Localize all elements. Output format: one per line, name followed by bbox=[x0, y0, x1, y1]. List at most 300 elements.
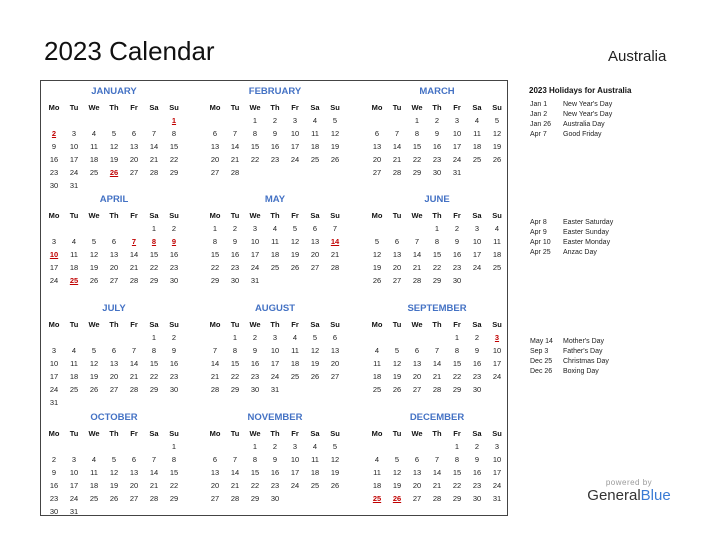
weekday-header: Fr bbox=[130, 320, 138, 329]
holiday-day: 25 bbox=[69, 276, 79, 285]
day-cell: 31 bbox=[270, 385, 280, 394]
day-cell: 1 bbox=[252, 442, 258, 451]
day-grid bbox=[367, 101, 507, 179]
day-cell: 17 bbox=[69, 481, 79, 490]
holiday-group bbox=[530, 100, 612, 140]
day-cell: 2 bbox=[272, 116, 278, 125]
day-grid bbox=[205, 427, 345, 505]
day-cell: 23 bbox=[432, 155, 442, 164]
day-cell: 14 bbox=[432, 468, 442, 477]
day-cell: 12 bbox=[89, 250, 99, 259]
day-cell: 9 bbox=[474, 455, 480, 464]
day-cell: 25 bbox=[89, 494, 99, 503]
month-name: AUGUST bbox=[254, 303, 296, 314]
empty-cell bbox=[44, 331, 64, 344]
day-cell: 19 bbox=[372, 263, 382, 272]
weekday-header: Th bbox=[270, 103, 280, 112]
weekday-header: Mo bbox=[209, 211, 221, 220]
day-cell: 30 bbox=[250, 385, 260, 394]
weekday-header: Su bbox=[169, 429, 179, 438]
day-cell: 16 bbox=[270, 142, 280, 151]
day-cell: 17 bbox=[290, 142, 300, 151]
holiday-day: 7 bbox=[131, 237, 137, 246]
weekday-header: Tu bbox=[69, 103, 79, 112]
holiday-date: Apr 25 bbox=[530, 249, 551, 256]
day-cell: 14 bbox=[149, 468, 159, 477]
weekday-header: Fr bbox=[453, 211, 461, 220]
holiday-day: 25 bbox=[372, 494, 382, 503]
day-cell: 28 bbox=[412, 276, 422, 285]
weekday-header: Su bbox=[492, 103, 502, 112]
day-cell: 4 bbox=[91, 455, 97, 464]
day-cell: 7 bbox=[434, 346, 440, 355]
day-cell: 17 bbox=[472, 250, 482, 259]
day-cell: 23 bbox=[250, 372, 260, 381]
day-cell: 24 bbox=[452, 155, 462, 164]
day-cell: 30 bbox=[452, 276, 462, 285]
powered-by-text: powered by bbox=[605, 478, 653, 487]
day-cell: 6 bbox=[414, 455, 420, 464]
day-cell: 26 bbox=[109, 494, 119, 503]
day-cell: 26 bbox=[330, 155, 340, 164]
empty-cell bbox=[84, 440, 104, 453]
day-cell: 20 bbox=[372, 155, 382, 164]
day-cell: 5 bbox=[332, 442, 338, 451]
empty-cell bbox=[205, 331, 225, 344]
holiday-row bbox=[530, 347, 609, 357]
holiday-group bbox=[530, 218, 613, 258]
month-july bbox=[44, 298, 184, 406]
weekday-header: Su bbox=[169, 211, 179, 220]
day-cell: 26 bbox=[492, 155, 502, 164]
day-cell: 2 bbox=[434, 116, 440, 125]
day-cell: 30 bbox=[472, 385, 482, 394]
day-cell: 12 bbox=[492, 129, 502, 138]
day-cell: 18 bbox=[372, 372, 382, 381]
day-cell: 30 bbox=[49, 181, 59, 190]
weekday-header: We bbox=[411, 320, 423, 329]
empty-cell bbox=[104, 222, 124, 235]
holiday-name: Easter Sunday bbox=[563, 229, 609, 236]
day-grid bbox=[205, 101, 345, 179]
day-cell: 3 bbox=[51, 346, 57, 355]
day-cell: 21 bbox=[432, 481, 442, 490]
day-cell: 4 bbox=[272, 224, 278, 233]
day-cell: 13 bbox=[412, 468, 422, 477]
day-cell: 13 bbox=[129, 468, 139, 477]
day-cell: 28 bbox=[230, 168, 240, 177]
day-cell: 18 bbox=[492, 250, 502, 259]
day-cell: 17 bbox=[452, 142, 462, 151]
day-cell: 24 bbox=[69, 168, 79, 177]
weekday-header: Th bbox=[270, 429, 280, 438]
weekday-header: Su bbox=[492, 320, 502, 329]
day-cell: 22 bbox=[250, 481, 260, 490]
weekday-header: Su bbox=[330, 103, 340, 112]
day-cell: 16 bbox=[472, 359, 482, 368]
day-cell: 15 bbox=[432, 250, 442, 259]
weekday-header: Th bbox=[270, 320, 280, 329]
month-november bbox=[205, 407, 345, 515]
day-cell: 11 bbox=[70, 250, 78, 259]
empty-cell bbox=[367, 331, 387, 344]
empty-cell bbox=[84, 114, 104, 127]
day-cell: 14 bbox=[230, 468, 240, 477]
day-cell: 15 bbox=[149, 359, 159, 368]
day-cell: 10 bbox=[290, 455, 300, 464]
weekday-header: Fr bbox=[453, 320, 461, 329]
day-cell: 30 bbox=[270, 494, 280, 503]
day-cell: 9 bbox=[474, 346, 480, 355]
day-cell: 5 bbox=[394, 346, 400, 355]
day-cell: 1 bbox=[232, 333, 238, 342]
brand-blue: Blue bbox=[640, 487, 671, 504]
day-cell: 7 bbox=[414, 237, 420, 246]
day-cell: 10 bbox=[472, 237, 482, 246]
day-cell: 8 bbox=[212, 237, 218, 246]
day-cell: 28 bbox=[230, 494, 240, 503]
day-cell: 19 bbox=[290, 250, 300, 259]
brand-general: General bbox=[587, 487, 641, 504]
day-cell: 10 bbox=[69, 142, 79, 151]
day-cell: 15 bbox=[230, 359, 240, 368]
day-cell: 1 bbox=[171, 442, 177, 451]
empty-cell bbox=[84, 222, 104, 235]
day-cell: 14 bbox=[230, 142, 240, 151]
month-march bbox=[367, 81, 507, 189]
day-cell: 17 bbox=[49, 372, 59, 381]
holiday-row bbox=[530, 100, 612, 110]
holiday-name: Mother's Day bbox=[563, 338, 605, 345]
day-cell: 29 bbox=[230, 385, 240, 394]
weekday-header: We bbox=[249, 320, 261, 329]
day-cell: 24 bbox=[69, 494, 79, 503]
day-cell: 25 bbox=[472, 155, 482, 164]
empty-cell bbox=[367, 440, 387, 453]
holiday-row bbox=[530, 367, 609, 377]
day-cell: 10 bbox=[492, 455, 502, 464]
day-cell: 30 bbox=[230, 276, 240, 285]
empty-cell bbox=[427, 440, 447, 453]
day-cell: 9 bbox=[171, 346, 177, 355]
weekday-header: Tu bbox=[230, 211, 240, 220]
day-cell: 22 bbox=[169, 155, 179, 164]
day-cell: 21 bbox=[432, 372, 442, 381]
weekday-header: Fr bbox=[291, 429, 299, 438]
month-august bbox=[205, 298, 345, 406]
day-cell: 15 bbox=[169, 142, 179, 151]
empty-cell bbox=[124, 331, 144, 344]
day-grid bbox=[44, 318, 184, 409]
holiday-day: 8 bbox=[151, 237, 157, 246]
day-cell: 29 bbox=[250, 494, 260, 503]
day-grid bbox=[44, 101, 184, 192]
day-cell: 28 bbox=[129, 276, 139, 285]
day-cell: 21 bbox=[129, 263, 139, 272]
day-cell: 31 bbox=[250, 276, 260, 285]
day-cell: 25 bbox=[310, 481, 320, 490]
day-cell: 9 bbox=[51, 142, 57, 151]
day-cell: 4 bbox=[312, 442, 318, 451]
day-cell: 2 bbox=[474, 442, 480, 451]
day-cell: 1 bbox=[151, 224, 157, 233]
day-cell: 27 bbox=[412, 494, 422, 503]
day-cell: 8 bbox=[171, 129, 177, 138]
weekday-header: We bbox=[249, 211, 261, 220]
page-title: 2023 Calendar bbox=[44, 36, 215, 66]
day-grid bbox=[205, 209, 345, 287]
day-cell: 9 bbox=[434, 129, 440, 138]
holiday-name: Father's Day bbox=[563, 348, 603, 355]
day-cell: 17 bbox=[290, 468, 300, 477]
day-cell: 23 bbox=[472, 481, 482, 490]
empty-cell bbox=[427, 331, 447, 344]
holiday-row bbox=[530, 218, 613, 228]
day-cell: 13 bbox=[210, 142, 220, 151]
day-cell: 27 bbox=[392, 276, 402, 285]
day-cell: 27 bbox=[109, 276, 119, 285]
month-september bbox=[367, 298, 507, 406]
day-cell: 2 bbox=[171, 224, 177, 233]
weekday-header: We bbox=[249, 103, 261, 112]
country-label: Australia bbox=[608, 48, 667, 65]
month-name: SEPTEMBER bbox=[407, 303, 467, 314]
day-cell: 17 bbox=[492, 468, 502, 477]
day-cell: 2 bbox=[51, 455, 57, 464]
day-cell: 29 bbox=[149, 276, 159, 285]
weekday-header: Tu bbox=[230, 429, 240, 438]
day-cell: 18 bbox=[69, 263, 79, 272]
empty-cell bbox=[64, 114, 84, 127]
day-cell: 7 bbox=[151, 455, 157, 464]
empty-cell bbox=[124, 440, 144, 453]
empty-cell bbox=[225, 114, 245, 127]
day-cell: 5 bbox=[91, 237, 97, 246]
day-cell: 11 bbox=[271, 237, 279, 246]
holiday-row bbox=[530, 337, 609, 347]
empty-cell bbox=[407, 331, 427, 344]
weekday-header: Tu bbox=[230, 320, 240, 329]
day-cell: 27 bbox=[310, 263, 320, 272]
day-cell: 10 bbox=[492, 346, 502, 355]
weekday-header: Sa bbox=[310, 103, 320, 112]
day-cell: 28 bbox=[129, 385, 139, 394]
day-cell: 6 bbox=[312, 224, 318, 233]
day-cell: 1 bbox=[252, 116, 258, 125]
day-cell: 8 bbox=[151, 346, 157, 355]
month-name: JUNE bbox=[424, 194, 450, 205]
weekday-header: Mo bbox=[209, 320, 221, 329]
day-cell: 19 bbox=[392, 481, 402, 490]
day-cell: 15 bbox=[210, 250, 220, 259]
empty-cell bbox=[64, 440, 84, 453]
day-cell: 6 bbox=[394, 237, 400, 246]
day-cell: 3 bbox=[71, 129, 77, 138]
day-cell: 18 bbox=[270, 250, 280, 259]
holiday-date: May 14 bbox=[530, 338, 553, 345]
day-cell: 29 bbox=[210, 276, 220, 285]
day-cell: 4 bbox=[312, 116, 318, 125]
holiday-row bbox=[530, 248, 613, 258]
day-cell: 26 bbox=[392, 385, 402, 394]
weekday-header: Mo bbox=[48, 429, 60, 438]
day-cell: 15 bbox=[452, 468, 462, 477]
holiday-date: Apr 10 bbox=[530, 239, 551, 246]
day-cell: 5 bbox=[312, 333, 318, 342]
day-cell: 25 bbox=[310, 155, 320, 164]
empty-cell bbox=[44, 440, 64, 453]
empty-cell bbox=[387, 331, 407, 344]
empty-cell bbox=[387, 114, 407, 127]
weekday-header: Fr bbox=[291, 211, 299, 220]
day-cell: 20 bbox=[210, 155, 220, 164]
day-cell: 12 bbox=[109, 468, 119, 477]
day-cell: 23 bbox=[452, 263, 462, 272]
weekday-header: Mo bbox=[371, 320, 383, 329]
weekday-header: We bbox=[249, 429, 261, 438]
weekday-header: Tu bbox=[392, 320, 402, 329]
holiday-row bbox=[530, 238, 613, 248]
day-cell: 12 bbox=[392, 468, 402, 477]
day-cell: 7 bbox=[394, 129, 400, 138]
day-cell: 11 bbox=[373, 359, 381, 368]
holiday-name: Easter Saturday bbox=[563, 219, 614, 226]
holiday-date: Dec 25 bbox=[530, 358, 553, 365]
day-cell: 20 bbox=[412, 481, 422, 490]
day-cell: 12 bbox=[89, 359, 99, 368]
holiday-name: Boxing Day bbox=[563, 368, 599, 375]
day-cell: 31 bbox=[69, 181, 79, 190]
day-cell: 3 bbox=[454, 116, 460, 125]
day-cell: 24 bbox=[492, 372, 502, 381]
day-cell: 7 bbox=[434, 455, 440, 464]
day-cell: 11 bbox=[311, 129, 319, 138]
weekday-header: Th bbox=[270, 211, 280, 220]
day-cell: 31 bbox=[492, 494, 502, 503]
day-cell: 25 bbox=[270, 263, 280, 272]
empty-cell bbox=[104, 331, 124, 344]
day-cell: 26 bbox=[372, 276, 382, 285]
holiday-day: 14 bbox=[330, 237, 340, 246]
weekday-header: Th bbox=[432, 211, 442, 220]
day-cell: 23 bbox=[270, 481, 280, 490]
day-cell: 19 bbox=[392, 372, 402, 381]
day-cell: 14 bbox=[129, 250, 139, 259]
weekday-header: Th bbox=[109, 211, 119, 220]
empty-cell bbox=[387, 222, 407, 235]
holiday-day: 9 bbox=[171, 237, 177, 246]
day-cell: 10 bbox=[270, 346, 280, 355]
day-cell: 3 bbox=[494, 442, 500, 451]
day-cell: 11 bbox=[311, 455, 319, 464]
day-cell: 2 bbox=[171, 333, 177, 342]
day-cell: 27 bbox=[372, 168, 382, 177]
holiday-date: Jan 26 bbox=[530, 121, 552, 128]
holiday-name: New Year's Day bbox=[563, 101, 613, 108]
holiday-date: Apr 8 bbox=[530, 219, 547, 226]
weekday-header: Mo bbox=[48, 211, 60, 220]
day-cell: 6 bbox=[414, 346, 420, 355]
day-cell: 16 bbox=[169, 359, 179, 368]
brand-name bbox=[584, 487, 674, 504]
month-name: APRIL bbox=[99, 194, 129, 205]
day-cell: 13 bbox=[330, 346, 340, 355]
day-cell: 4 bbox=[71, 346, 77, 355]
day-cell: 6 bbox=[212, 455, 218, 464]
weekday-header: Sa bbox=[149, 211, 159, 220]
day-cell: 11 bbox=[373, 468, 381, 477]
day-cell: 28 bbox=[149, 168, 159, 177]
weekday-header: Su bbox=[330, 211, 340, 220]
day-cell: 12 bbox=[330, 455, 340, 464]
day-cell: 1 bbox=[212, 224, 218, 233]
day-cell: 10 bbox=[452, 129, 462, 138]
day-cell: 9 bbox=[454, 237, 460, 246]
day-cell: 24 bbox=[250, 263, 260, 272]
day-cell: 18 bbox=[89, 155, 99, 164]
day-cell: 18 bbox=[290, 359, 300, 368]
day-cell: 27 bbox=[210, 168, 220, 177]
weekday-header: Fr bbox=[130, 429, 138, 438]
day-cell: 8 bbox=[454, 346, 460, 355]
weekday-header: Fr bbox=[453, 429, 461, 438]
month-february bbox=[205, 81, 345, 189]
day-cell: 14 bbox=[129, 359, 139, 368]
day-cell: 11 bbox=[473, 129, 481, 138]
day-cell: 7 bbox=[232, 455, 238, 464]
holiday-day: 1 bbox=[171, 116, 177, 125]
day-cell: 16 bbox=[49, 481, 59, 490]
holiday-row bbox=[530, 130, 612, 140]
weekday-header: Fr bbox=[291, 320, 299, 329]
weekday-header: Su bbox=[492, 211, 502, 220]
day-cell: 28 bbox=[330, 263, 340, 272]
day-cell: 15 bbox=[250, 468, 260, 477]
day-cell: 22 bbox=[230, 372, 240, 381]
day-cell: 27 bbox=[412, 385, 422, 394]
day-cell: 28 bbox=[432, 385, 442, 394]
empty-cell bbox=[124, 114, 144, 127]
day-cell: 4 bbox=[474, 116, 480, 125]
day-cell: 8 bbox=[434, 237, 440, 246]
day-cell: 13 bbox=[109, 359, 119, 368]
weekday-header: Tu bbox=[69, 211, 79, 220]
day-cell: 8 bbox=[414, 129, 420, 138]
day-cell: 20 bbox=[210, 481, 220, 490]
day-cell: 27 bbox=[330, 372, 340, 381]
day-cell: 21 bbox=[149, 481, 159, 490]
day-cell: 16 bbox=[270, 468, 280, 477]
day-cell: 12 bbox=[310, 346, 320, 355]
day-cell: 9 bbox=[51, 468, 57, 477]
day-cell: 21 bbox=[330, 250, 340, 259]
day-cell: 27 bbox=[109, 385, 119, 394]
holiday-date: Jan 1 bbox=[530, 101, 548, 108]
weekday-header: Th bbox=[432, 429, 442, 438]
day-cell: 22 bbox=[432, 263, 442, 272]
day-cell: 20 bbox=[109, 372, 119, 381]
weekday-header: Sa bbox=[149, 320, 159, 329]
weekday-header: Su bbox=[169, 103, 179, 112]
day-cell: 5 bbox=[332, 116, 338, 125]
day-grid bbox=[44, 209, 184, 287]
day-cell: 6 bbox=[131, 455, 137, 464]
day-cell: 7 bbox=[212, 346, 218, 355]
day-cell: 16 bbox=[472, 468, 482, 477]
day-cell: 6 bbox=[374, 129, 380, 138]
month-name: OCTOBER bbox=[90, 412, 138, 423]
day-cell: 13 bbox=[310, 237, 320, 246]
